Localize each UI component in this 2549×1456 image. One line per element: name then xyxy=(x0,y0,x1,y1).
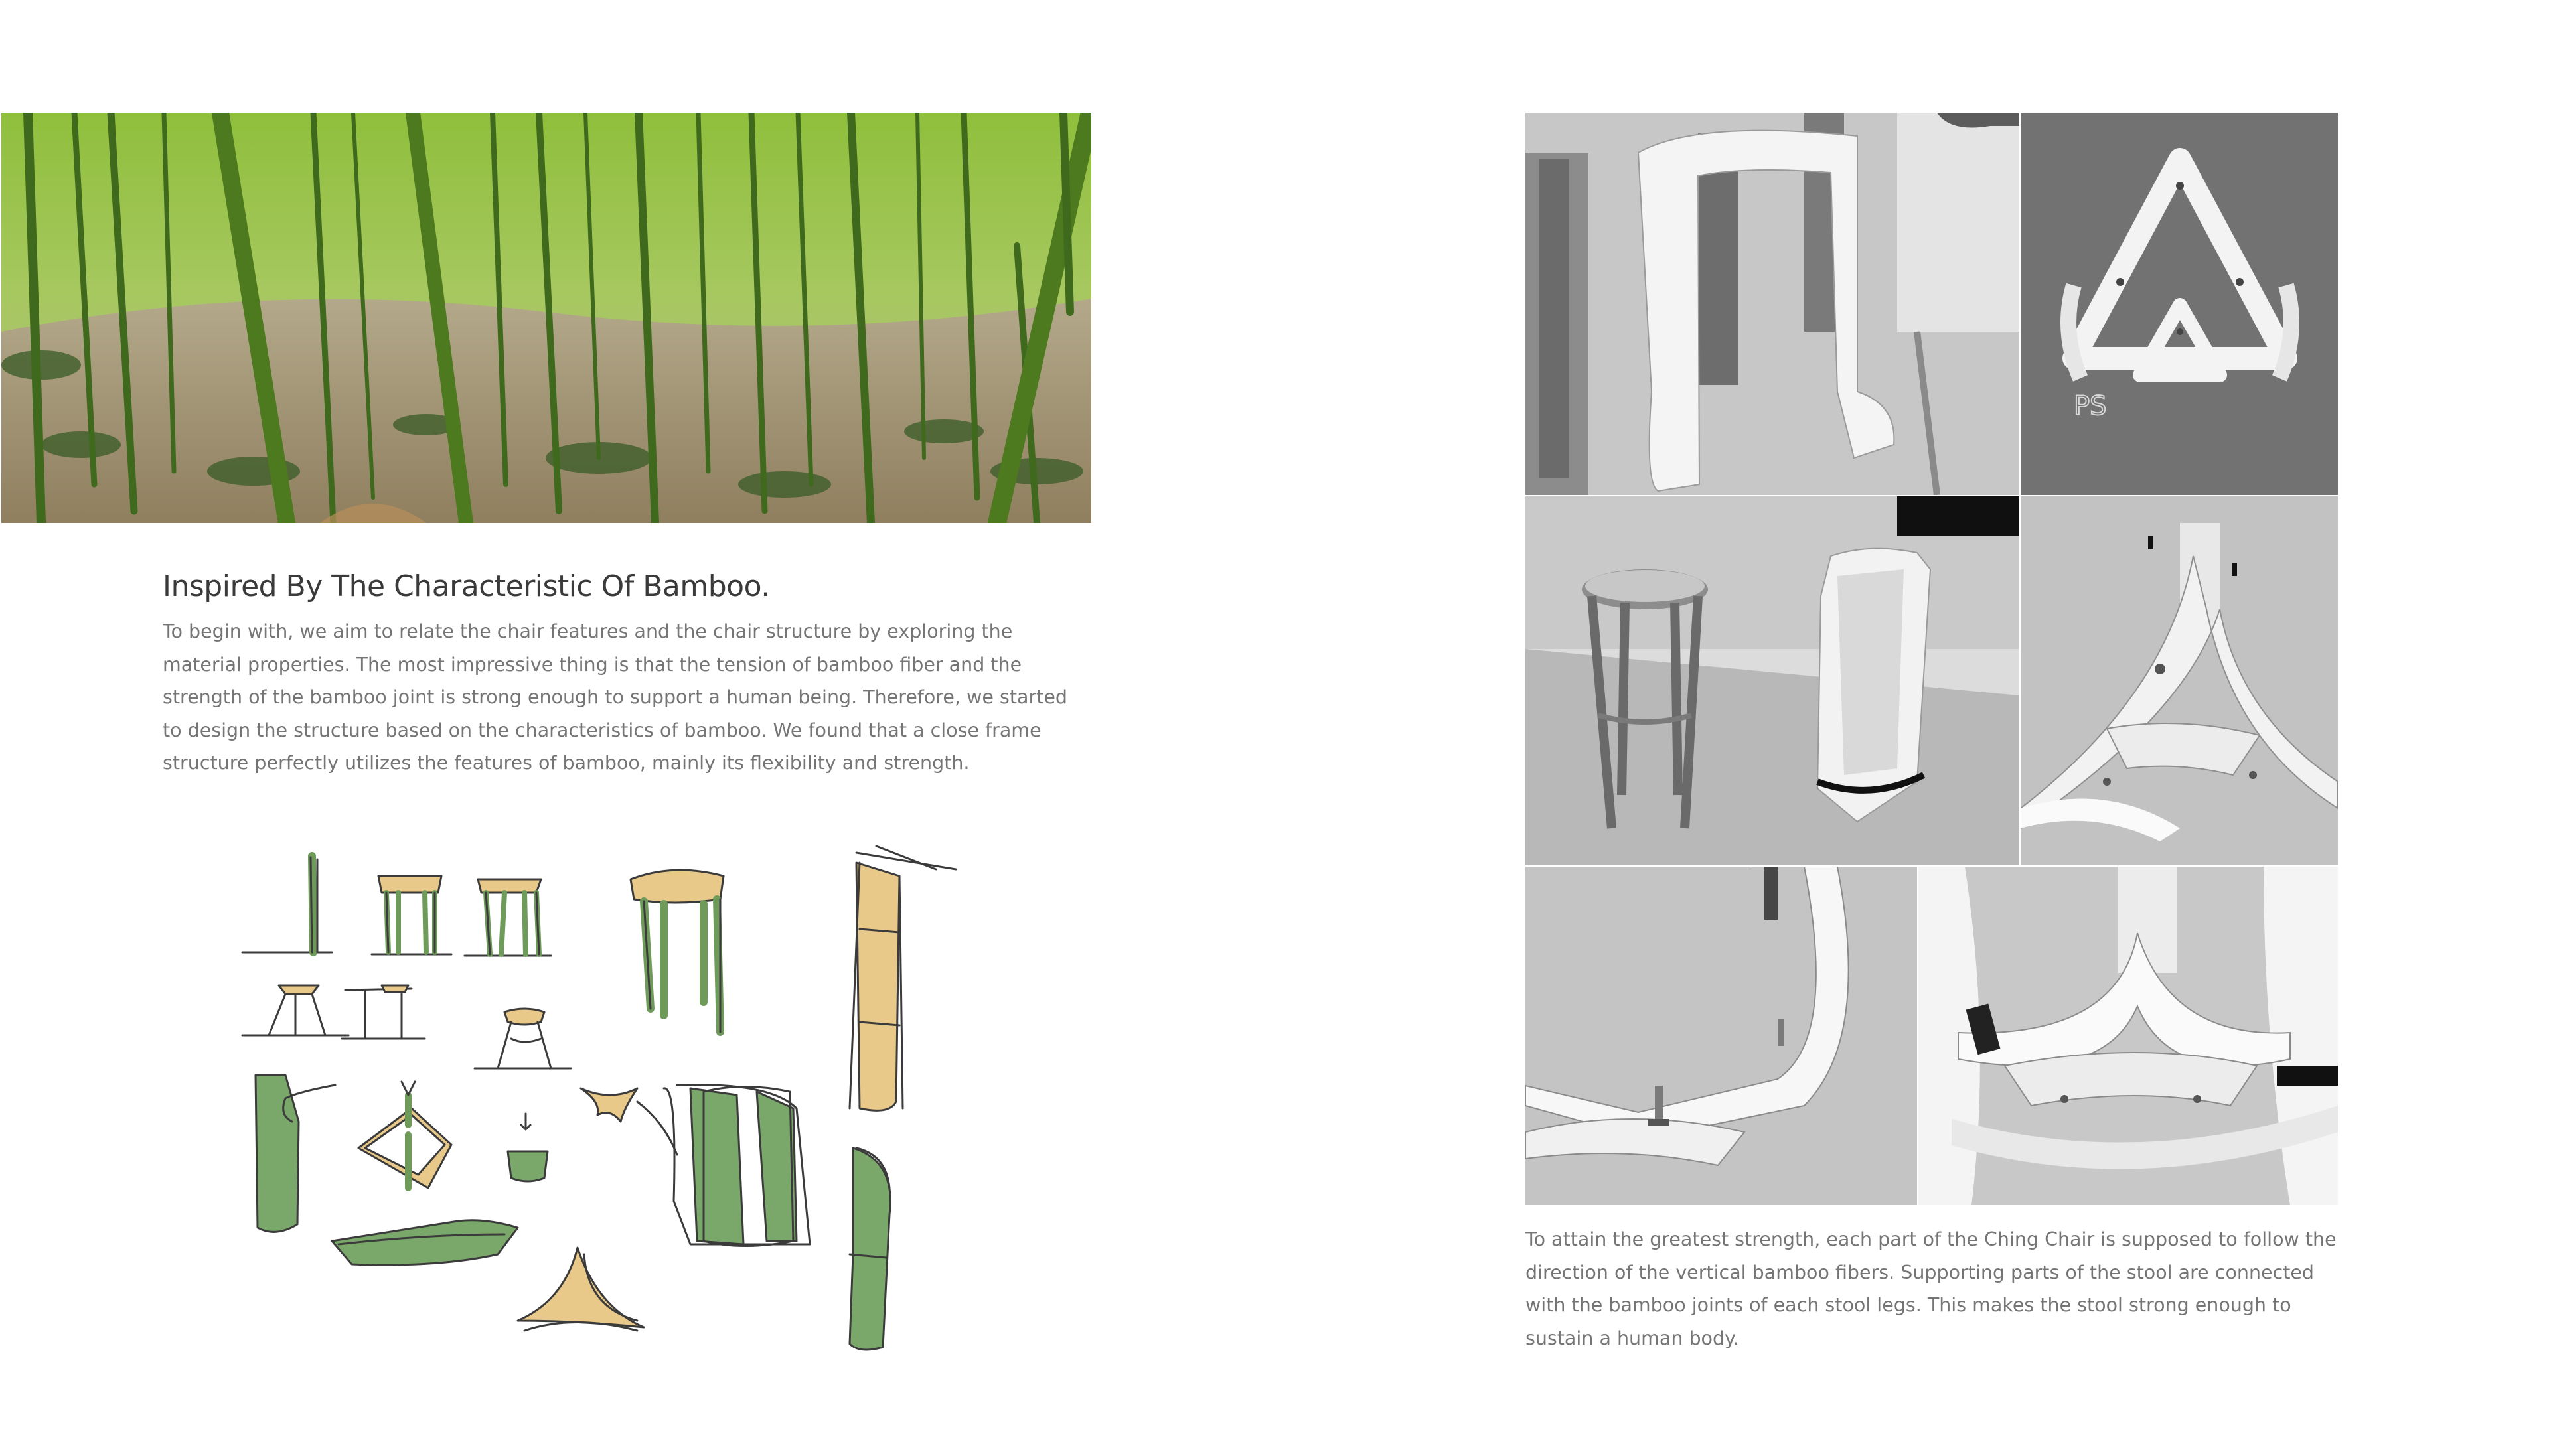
stool-comparison-photo xyxy=(1525,496,2019,865)
section-heading: Inspired By The Characteristic Of Bamboo. xyxy=(163,569,770,603)
bolt-joint-photo xyxy=(1525,867,1917,1205)
triangle-frame-photo xyxy=(2021,113,2338,495)
prototype-frame-photo xyxy=(1525,113,2019,495)
bamboo-forest-photo xyxy=(1,113,1091,523)
joint-detail-photo xyxy=(2021,496,2338,865)
photo-signature: PS xyxy=(2074,391,2107,421)
bamboo-stool-sketches xyxy=(239,843,982,1360)
structure-paragraph: To attain the greatest strength, each part of the Ching Chair is supposed to follow the direction of the vertical bamboo fibers. Supporting parts of the stool are connected with the bamboo joints of each stool legs. This makes the stool strong enough to sustain a human body. xyxy=(1525,1228,2337,1349)
intro-paragraph: To begin with, we aim to relate the chair features and the chair structure by exploring the material properties. The most impressive thing is that the tension of bamboo fiber and the strength of the bamboo joint is strong enough to support a human being. Therefore, we started to design the structure based on the characteristics of bamboo. We found that a close frame structure perfectly utilizes the features of bamboo, mainly its flexibility and strength. xyxy=(163,620,1067,774)
assembled-base-photo xyxy=(1918,867,2338,1205)
